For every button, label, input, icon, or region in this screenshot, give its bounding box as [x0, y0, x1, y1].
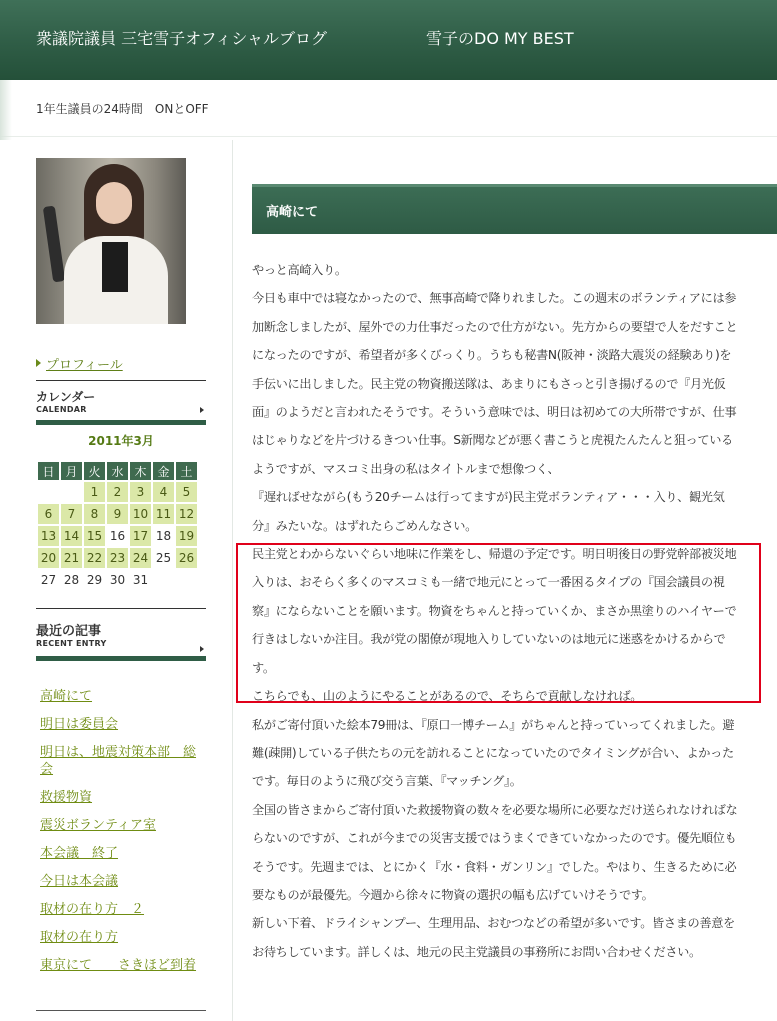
calendar-day-link[interactable]: 17	[130, 526, 151, 546]
calendar-empty-cell	[38, 482, 59, 502]
calendar-title: カレンダー	[36, 390, 96, 404]
calendar-day-link[interactable]: 5	[176, 482, 197, 502]
bullet-arrow-icon	[36, 359, 41, 367]
entry-paragraph: 全国の皆さまからご寄付頂いた救援物資の数々を必要な場所に必要なだけ送られなければならないのですが、これが今までの災害支援ではうまくできていなかったのです。優先順位もそうです。先週までは、とにかく『水・食料・ガンリン』でした。やはり、生きるために必要なものが最優先。今週から徐々に物資の選択の幅も広げていけそうです。	[252, 802, 738, 902]
calendar-day-link[interactable]: 13	[38, 526, 59, 546]
recent-entry-link[interactable]: 高崎にて	[40, 689, 93, 704]
profile-link-row	[36, 354, 206, 374]
blog-header	[0, 0, 777, 80]
calendar-weekday: 木	[130, 462, 151, 480]
profile-link[interactable]: プロフィール	[46, 358, 123, 373]
calendar-day-link[interactable]: 24	[130, 548, 151, 568]
calendar-empty-cell	[176, 570, 197, 590]
entry-paragraph: やっと高崎入り。	[252, 263, 347, 277]
calendar-day: 16	[109, 529, 126, 543]
calendar-day-link[interactable]: 6	[38, 504, 59, 524]
calendar-day-link[interactable]: 14	[61, 526, 82, 546]
sidebar-divider	[36, 380, 206, 381]
calendar-day-link[interactable]: 4	[153, 482, 174, 502]
entry-title[interactable]: 高崎にて	[266, 205, 319, 220]
photo-shirt	[102, 242, 128, 292]
calendar-day-link[interactable]: 1	[84, 482, 105, 502]
calendar-day: 30	[109, 573, 126, 587]
recent-bar	[36, 656, 206, 661]
calendar-day-link[interactable]: 23	[107, 548, 128, 568]
photo-diploma-tube	[43, 206, 65, 283]
recent-title: 最近の記事	[36, 624, 102, 639]
calendar-day-link[interactable]: 22	[84, 548, 105, 568]
calendar-day-link[interactable]: 19	[176, 526, 197, 546]
calendar-weekday: 水	[107, 462, 128, 480]
entry-paragraph: 今日も車中では寝なかったので、無事高崎で降りれました。この週末のボランティアには参加断念しましたが、屋外での力仕事だったので仕方がない。先方からの要望で人をだすことになったのですが、希望者が多くびっくり。うちも秘書N(阪神・淡路大震災の経験あり)を手伝いに出しました。民主党の物資搬送隊は、あまりにもさっと引き揚げるので『月光仮面』のようだと言われたそうです。そういう意味では、明日は初めての大所帯ですが、仕事はじゃりなどを片づけるきつい仕事。S新聞などが悪く書こうと虎視たんたんと狙っているようですが、マスコミ出身の私はタイトルまで想像つく、	[252, 291, 738, 476]
subheader-shadow	[0, 80, 12, 140]
recent-entry-list	[40, 688, 200, 985]
calendar-day-link[interactable]: 15	[84, 526, 105, 546]
blog-tagline: 1年生議員の24時間 ONとOFF	[36, 102, 209, 116]
entry-title-bar	[252, 184, 777, 234]
calendar-weekday: 月	[61, 462, 82, 480]
recent-heading	[36, 620, 206, 648]
recent-entry-link[interactable]: 取材の在り方 ２	[40, 902, 145, 917]
arrow-right-icon	[200, 407, 204, 413]
calendar-heading	[36, 388, 206, 414]
entry-paragraph: 『遅ればせながら(もう20チームは行ってますが)民主党ボランティア・・・入り、観光気分』みたいな。はずれたらごめんなさい。	[252, 490, 725, 533]
sidebar-divider	[36, 1010, 206, 1011]
calendar-day: 25	[155, 551, 172, 565]
arrow-right-icon	[200, 646, 204, 652]
calendar-day: 31	[132, 573, 149, 587]
profile-photo[interactable]	[36, 158, 186, 324]
calendar-month: 2011年3月	[88, 434, 154, 448]
calendar-weekday: 金	[153, 462, 174, 480]
calendar-day-link[interactable]: 12	[176, 504, 197, 524]
recent-entry-link[interactable]: 取材の在り方	[40, 930, 119, 945]
sidebar-divider	[36, 608, 206, 609]
recent-entry-link[interactable]: 救援物資	[40, 790, 93, 805]
calendar-day: 18	[155, 529, 172, 543]
calendar-day: 29	[86, 573, 103, 587]
highlight-box	[236, 543, 761, 703]
recent-entry-link[interactable]: 明日は委員会	[40, 717, 119, 732]
calendar-day-link[interactable]: 9	[107, 504, 128, 524]
calendar-day: 27	[40, 573, 57, 587]
blog-title[interactable]: 衆議院議員 三宅雪子オフィシャルブログ	[36, 29, 328, 48]
entry-paragraph: 民主党とわからないぐらい地味に作業をし、帰還の予定です。明日明後日の野党幹部被災地入りは、おそらく多くのマスコミも一緒で地元にとって一番困るタイプの『国会議員の視察』にならないことを願います。物資をちゃんと持っていくか、まさか黒塗りのハイヤーで行きはしないか注目。我が党の閣僚が現地入りしていないのは地元に迷惑をかけるからです。	[252, 547, 737, 675]
recent-entry-link[interactable]: 本会議 終了	[40, 846, 119, 861]
calendar-day-link[interactable]: 10	[130, 504, 151, 524]
entry-paragraph: こちらでも、山のようにやることがあるので、そちらで貢献しなければ。	[252, 689, 643, 704]
entry-paragraph: 新しい下着、ドライシャンプー、生理用品、おむつなどの希望が多いです。皆さまの善意をお待ちしています。詳しくは、地元の民主党議員の事務所にお問い合わせください。	[252, 916, 735, 959]
recent-entry-link[interactable]: 今日は本会議	[40, 874, 119, 889]
column-divider	[232, 140, 233, 1021]
calendar-day-link[interactable]: 8	[84, 504, 105, 524]
recent-entry-link[interactable]: 東京にて さきほど到着	[40, 958, 197, 973]
calendar-day-link[interactable]: 20	[38, 548, 59, 568]
calendar-day-link[interactable]: 7	[61, 504, 82, 524]
calendar-grid	[36, 460, 199, 592]
calendar-subtitle: CALENDAR	[36, 405, 87, 414]
recent-subtitle: RECENT ENTRY	[36, 639, 107, 648]
calendar-empty-cell	[153, 570, 174, 590]
calendar-day-link[interactable]: 3	[130, 482, 151, 502]
calendar-day-link[interactable]: 21	[61, 548, 82, 568]
calendar-weekday: 火	[84, 462, 105, 480]
entry-paragraph: 私がご寄付頂いた絵本79冊は、『原口一博チーム』がちゃんと持っていってくれました。避難(疎開)している子供たちの元を訪れることになっていたのでタイミングが合い、よかったです。毎日のように飛び交う言葉、『マッチング』。	[252, 717, 735, 789]
calendar-empty-cell	[61, 482, 82, 502]
recent-entry-link[interactable]: 震災ボランティア室	[40, 818, 156, 833]
calendar-day-link[interactable]: 26	[176, 548, 197, 568]
calendar-bar	[36, 420, 206, 425]
calendar-day-link[interactable]: 2	[107, 482, 128, 502]
calendar-day-link[interactable]: 11	[153, 504, 174, 524]
photo-face	[96, 182, 132, 224]
calendar-weekday: 日	[38, 462, 59, 480]
recent-entry-link[interactable]: 明日は、地震対策本部 総会	[40, 745, 197, 777]
calendar-day: 28	[63, 573, 80, 587]
calendar-weekday: 土	[176, 462, 197, 480]
blog-subtitle: 雪子のDO MY BEST	[426, 29, 574, 48]
